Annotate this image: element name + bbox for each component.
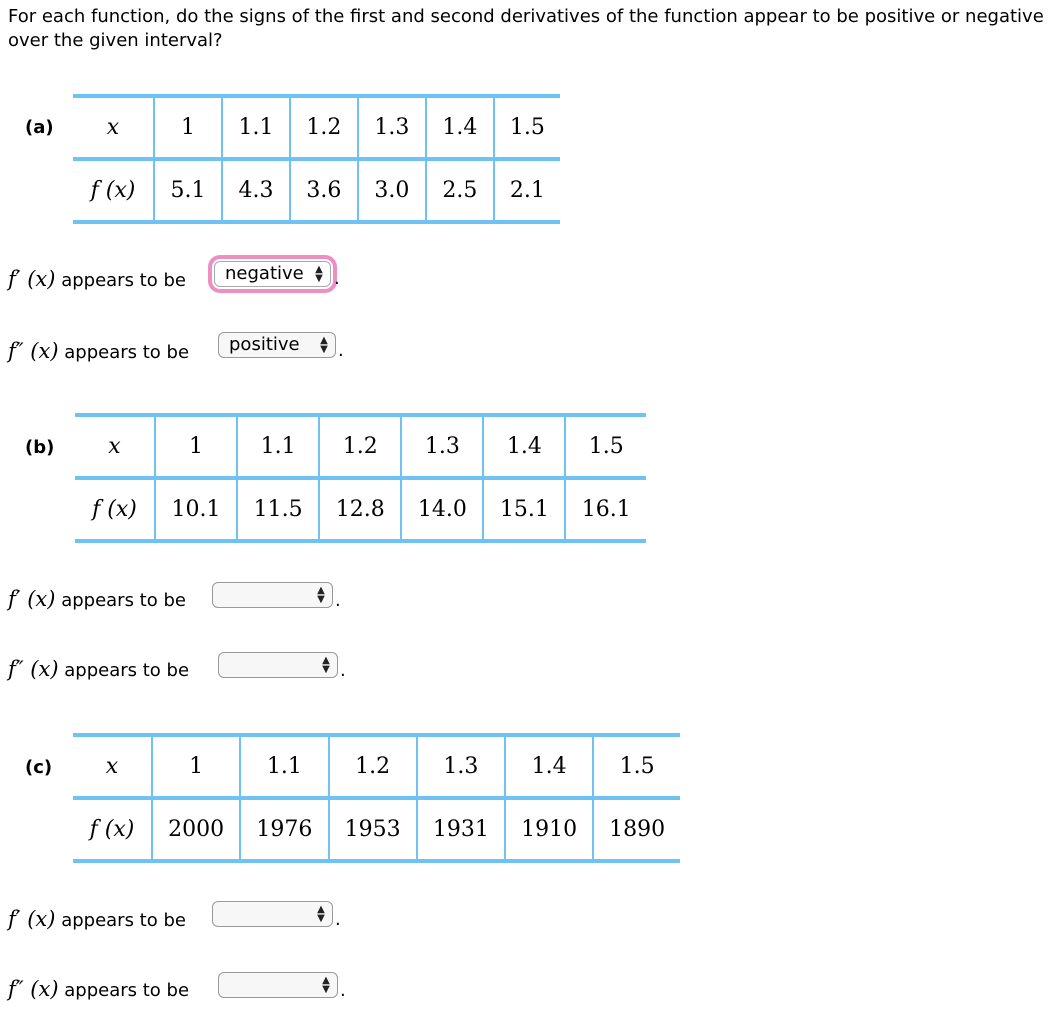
x-value: 1.4 [426, 96, 494, 159]
first-derivative-select[interactable] [212, 582, 333, 608]
second-derivative-symbol: f″ (x) [8, 977, 59, 1001]
period: . [335, 909, 341, 930]
f-value: 2.5 [426, 159, 494, 222]
f-value: 1953 [329, 798, 417, 861]
f-value: 3.6 [290, 159, 358, 222]
first-derivative-question [8, 584, 186, 614]
first-derivative-select[interactable] [214, 261, 331, 287]
appears-text: appears to be [61, 910, 186, 931]
f-header: f (x) [75, 478, 155, 541]
f-value: 2.1 [494, 159, 560, 222]
f-header: f (x) [73, 159, 154, 222]
second-derivative-question [8, 974, 189, 1004]
f-value: 11.5 [237, 478, 319, 541]
x-value: 1.4 [505, 735, 593, 798]
appears-text: appears to be [64, 342, 190, 363]
part-label: (a) [25, 117, 54, 138]
second-derivative-select[interactable] [218, 652, 338, 678]
x-value: 1.4 [483, 415, 565, 478]
f-value: 10.1 [155, 478, 237, 541]
x-value: 1.3 [358, 96, 426, 159]
f-value: 16.1 [565, 478, 646, 541]
second-derivative-question [8, 336, 189, 366]
x-value: 1.3 [417, 735, 505, 798]
x-value: 1.2 [329, 735, 417, 798]
second-derivative-symbol: f″ (x) [8, 657, 59, 681]
x-value: 1 [155, 415, 237, 478]
up-down-arrows-icon: ▲ ▼ [320, 335, 328, 355]
up-down-arrows-icon: ▲ ▼ [322, 975, 330, 995]
first-derivative-question [8, 904, 186, 934]
x-value: 1.3 [401, 415, 483, 478]
x-header: x [73, 96, 154, 159]
question-prompt: For each function, do the signs of the first and second derivatives of the function appear to be positive or negative over the given interval? [8, 6, 1044, 51]
f-value: 1910 [505, 798, 593, 861]
appears-text: appears to be [61, 270, 186, 291]
f-value: 1976 [240, 798, 328, 861]
first-derivative-symbol: f′ (x) [8, 907, 56, 931]
period: . [335, 590, 341, 611]
part-label: (b) [25, 437, 55, 458]
f-value: 5.1 [154, 159, 222, 222]
second-derivative-select[interactable] [218, 972, 338, 998]
first-derivative-question [8, 264, 186, 294]
second-derivative-select[interactable] [218, 332, 336, 358]
up-down-arrows-icon: ▲ ▼ [317, 585, 325, 605]
up-down-arrows-icon: ▲ ▼ [322, 655, 330, 675]
x-value: 1.1 [237, 415, 319, 478]
f-value: 1931 [417, 798, 505, 861]
up-down-arrows-icon: ▲ ▼ [317, 904, 325, 924]
selected-value: positive [229, 334, 300, 355]
f-value: 12.8 [319, 478, 401, 541]
second-derivative-question [8, 654, 189, 684]
first-derivative-symbol: f′ (x) [8, 587, 56, 611]
x-value: 1.1 [240, 735, 328, 798]
appears-text: appears to be [61, 590, 186, 611]
f-value: 14.0 [401, 478, 483, 541]
f-value: 4.3 [222, 159, 290, 222]
period: . [340, 980, 346, 1001]
x-value: 1.5 [494, 96, 560, 159]
appears-text: appears to be [64, 980, 190, 1001]
f-value: 2000 [152, 798, 240, 861]
x-header: x [73, 735, 152, 798]
x-header: x [75, 415, 155, 478]
appears-text: appears to be [64, 660, 190, 681]
x-value: 1 [152, 735, 240, 798]
period: . [334, 268, 340, 289]
period: . [338, 340, 344, 361]
x-value: 1.2 [319, 415, 401, 478]
up-down-arrows-icon: ▲ ▼ [315, 264, 323, 284]
period: . [340, 660, 346, 681]
x-value: 1.5 [593, 735, 680, 798]
f-header: f (x) [73, 798, 152, 861]
x-value: 1.5 [565, 415, 646, 478]
first-derivative-symbol: f′ (x) [8, 267, 56, 291]
first-derivative-select[interactable] [212, 901, 333, 927]
function-table [73, 733, 680, 863]
f-value: 3.0 [358, 159, 426, 222]
selected-value: negative [225, 263, 304, 284]
x-value: 1.2 [290, 96, 358, 159]
f-value: 1890 [593, 798, 680, 861]
function-table [73, 94, 560, 224]
part-label: (c) [25, 757, 53, 778]
x-value: 1 [154, 96, 222, 159]
x-value: 1.1 [222, 96, 290, 159]
f-value: 15.1 [483, 478, 565, 541]
second-derivative-symbol: f″ (x) [8, 339, 59, 363]
function-table [75, 413, 646, 543]
